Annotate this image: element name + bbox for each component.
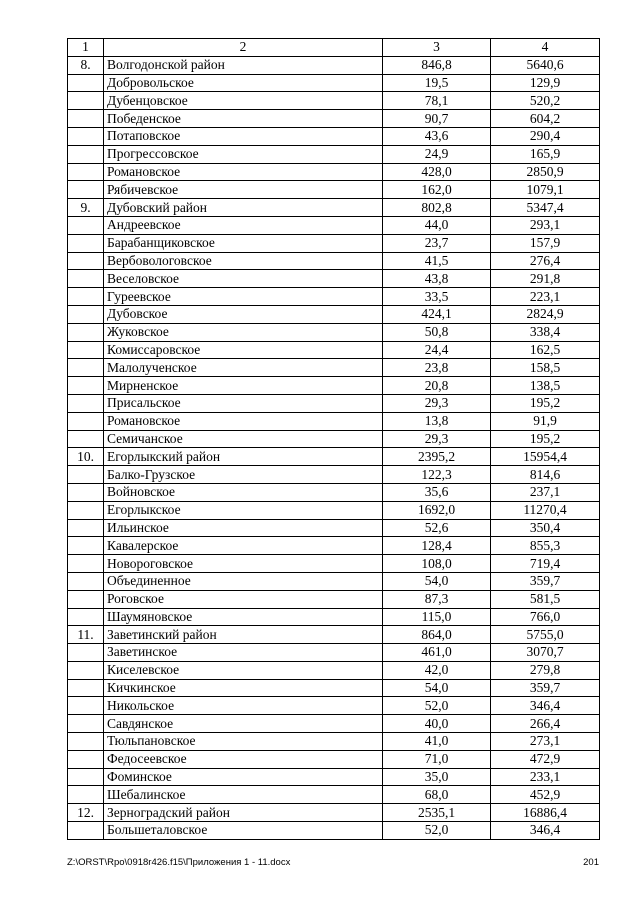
row-value-4: 520,2	[491, 92, 600, 110]
row-name: Жуковское	[104, 323, 383, 341]
row-value-3: 90,7	[383, 110, 491, 128]
row-value-3: 122,3	[383, 466, 491, 484]
row-name: Фоминское	[104, 768, 383, 786]
row-number: 9.	[68, 199, 104, 217]
row-value-4: 223,1	[491, 288, 600, 306]
row-name: Ильинское	[104, 519, 383, 537]
row-value-3: 52,6	[383, 519, 491, 537]
row-name: Комиссаровское	[104, 341, 383, 359]
header-col-2: 2	[104, 39, 383, 57]
row-name: Савдянское	[104, 715, 383, 733]
row-name: Федосеевское	[104, 750, 383, 768]
row-value-4: 138,5	[491, 377, 600, 395]
row-name: Никольское	[104, 697, 383, 715]
row-value-4: 359,7	[491, 679, 600, 697]
row-name: Шебалинское	[104, 786, 383, 804]
row-value-4: 11270,4	[491, 501, 600, 519]
row-value-4: 290,4	[491, 127, 600, 145]
table-row	[68, 341, 600, 359]
table-row	[68, 501, 600, 519]
header-col-3: 3	[383, 39, 491, 57]
row-number	[68, 270, 104, 288]
row-value-3: 846,8	[383, 56, 491, 74]
row-value-4: 195,2	[491, 430, 600, 448]
row-value-4: 452,9	[491, 786, 600, 804]
row-value-3: 1692,0	[383, 501, 491, 519]
header-row	[68, 39, 600, 57]
row-name: Киселевское	[104, 661, 383, 679]
row-name: Потаповское	[104, 127, 383, 145]
table-row	[68, 750, 600, 768]
table-row	[68, 430, 600, 448]
row-number	[68, 733, 104, 751]
row-value-4: 293,1	[491, 216, 600, 234]
table-row	[68, 537, 600, 555]
row-number	[68, 288, 104, 306]
header-col-1: 1	[68, 39, 104, 57]
row-value-3: 41,5	[383, 252, 491, 270]
row-number	[68, 110, 104, 128]
row-value-3: 44,0	[383, 216, 491, 234]
row-number	[68, 608, 104, 626]
row-value-3: 78,1	[383, 92, 491, 110]
row-number	[68, 519, 104, 537]
row-value-3: 23,8	[383, 359, 491, 377]
table-row	[68, 377, 600, 395]
row-number	[68, 74, 104, 92]
table-row	[68, 74, 600, 92]
document-path: Z:\ORST\Rpo\0918r426.f15\Приложения 1 - 11.docx	[67, 857, 291, 868]
row-number	[68, 234, 104, 252]
row-number	[68, 181, 104, 199]
row-number	[68, 715, 104, 733]
row-name: Барабанщиковское	[104, 234, 383, 252]
row-number	[68, 750, 104, 768]
row-number	[68, 92, 104, 110]
row-value-4: 2824,9	[491, 305, 600, 323]
row-value-3: 35,6	[383, 483, 491, 501]
row-value-3: 428,0	[383, 163, 491, 181]
table-row	[68, 288, 600, 306]
table-row	[68, 679, 600, 697]
table-row	[68, 56, 600, 74]
row-name: Гуреевское	[104, 288, 383, 306]
row-value-3: 2535,1	[383, 804, 491, 822]
row-value-3: 43,6	[383, 127, 491, 145]
row-name: Семичанское	[104, 430, 383, 448]
row-number	[68, 697, 104, 715]
row-value-3: 35,0	[383, 768, 491, 786]
row-number	[68, 430, 104, 448]
table-row	[68, 127, 600, 145]
row-value-3: 54,0	[383, 679, 491, 697]
row-value-3: 52,0	[383, 697, 491, 715]
row-value-3: 115,0	[383, 608, 491, 626]
table-row	[68, 483, 600, 501]
row-value-3: 424,1	[383, 305, 491, 323]
row-value-3: 13,8	[383, 412, 491, 430]
row-value-3: 20,8	[383, 377, 491, 395]
row-value-4: 15954,4	[491, 448, 600, 466]
row-value-4: 158,5	[491, 359, 600, 377]
row-value-4: 346,4	[491, 822, 600, 840]
row-name: Войновское	[104, 483, 383, 501]
row-value-3: 29,3	[383, 394, 491, 412]
row-value-3: 54,0	[383, 572, 491, 590]
row-number	[68, 501, 104, 519]
row-name: Добровольское	[104, 74, 383, 92]
table-row	[68, 555, 600, 573]
row-value-3: 40,0	[383, 715, 491, 733]
row-name: Рябичевское	[104, 181, 383, 199]
row-number	[68, 572, 104, 590]
row-value-3: 43,8	[383, 270, 491, 288]
row-value-4: 276,4	[491, 252, 600, 270]
row-number	[68, 679, 104, 697]
table-row	[68, 804, 600, 822]
row-value-4: 350,4	[491, 519, 600, 537]
table-row	[68, 323, 600, 341]
row-value-4: 719,4	[491, 555, 600, 573]
table-body	[68, 39, 600, 840]
row-value-3: 108,0	[383, 555, 491, 573]
table-row	[68, 572, 600, 590]
row-value-4: 273,1	[491, 733, 600, 751]
table-row	[68, 590, 600, 608]
row-number	[68, 590, 104, 608]
row-number	[68, 145, 104, 163]
table-row	[68, 697, 600, 715]
row-value-4: 5347,4	[491, 199, 600, 217]
table-row	[68, 216, 600, 234]
row-value-4: 814,6	[491, 466, 600, 484]
row-value-4: 279,8	[491, 661, 600, 679]
row-number	[68, 341, 104, 359]
row-name: Дубовский район	[104, 199, 383, 217]
row-number	[68, 216, 104, 234]
row-name: Романовское	[104, 412, 383, 430]
row-number	[68, 323, 104, 341]
row-name: Романовское	[104, 163, 383, 181]
row-name: Кавалерское	[104, 537, 383, 555]
table-row	[68, 110, 600, 128]
table-row	[68, 252, 600, 270]
row-number	[68, 412, 104, 430]
row-value-3: 162,0	[383, 181, 491, 199]
row-value-4: 157,9	[491, 234, 600, 252]
table-row	[68, 412, 600, 430]
row-number	[68, 661, 104, 679]
row-number: 10.	[68, 448, 104, 466]
row-value-4: 237,1	[491, 483, 600, 501]
row-value-3: 128,4	[383, 537, 491, 555]
row-value-3: 50,8	[383, 323, 491, 341]
header-col-4: 4	[491, 39, 600, 57]
row-value-3: 2395,2	[383, 448, 491, 466]
row-name: Зерноградский район	[104, 804, 383, 822]
table-row	[68, 644, 600, 662]
row-name: Волгодонской район	[104, 56, 383, 74]
row-name: Заветинское	[104, 644, 383, 662]
table-row	[68, 305, 600, 323]
table-row	[68, 822, 600, 840]
row-value-3: 41,0	[383, 733, 491, 751]
row-value-4: 266,4	[491, 715, 600, 733]
row-value-3: 71,0	[383, 750, 491, 768]
row-value-3: 19,5	[383, 74, 491, 92]
row-name: Егорлыкское	[104, 501, 383, 519]
row-value-3: 24,9	[383, 145, 491, 163]
row-number	[68, 394, 104, 412]
row-value-4: 195,2	[491, 394, 600, 412]
table-row	[68, 145, 600, 163]
table-row	[68, 234, 600, 252]
row-name: Малолученское	[104, 359, 383, 377]
row-value-4: 338,4	[491, 323, 600, 341]
row-value-4: 1079,1	[491, 181, 600, 199]
table-row	[68, 394, 600, 412]
row-value-4: 129,9	[491, 74, 600, 92]
row-name: Дубенцовское	[104, 92, 383, 110]
row-name: Дубовское	[104, 305, 383, 323]
row-value-3: 42,0	[383, 661, 491, 679]
row-value-4: 16886,4	[491, 804, 600, 822]
row-value-4: 855,3	[491, 537, 600, 555]
table-row	[68, 608, 600, 626]
row-value-3: 68,0	[383, 786, 491, 804]
row-value-4: 359,7	[491, 572, 600, 590]
row-name: Прогрессовское	[104, 145, 383, 163]
row-value-4: 346,4	[491, 697, 600, 715]
row-number	[68, 163, 104, 181]
row-value-4: 5755,0	[491, 626, 600, 644]
table-row	[68, 163, 600, 181]
table-row	[68, 733, 600, 751]
row-value-3: 52,0	[383, 822, 491, 840]
row-value-4: 91,9	[491, 412, 600, 430]
table-row	[68, 768, 600, 786]
table-row	[68, 270, 600, 288]
row-number	[68, 822, 104, 840]
row-value-4: 766,0	[491, 608, 600, 626]
row-name: Победенское	[104, 110, 383, 128]
table-row	[68, 359, 600, 377]
row-value-3: 23,7	[383, 234, 491, 252]
row-number	[68, 377, 104, 395]
row-name: Андреевское	[104, 216, 383, 234]
row-name: Веселовское	[104, 270, 383, 288]
row-number	[68, 537, 104, 555]
row-name: Роговское	[104, 590, 383, 608]
data-table	[67, 38, 600, 840]
row-number: 8.	[68, 56, 104, 74]
row-name: Тюльпановское	[104, 733, 383, 751]
row-name: Мирненское	[104, 377, 383, 395]
row-number	[68, 483, 104, 501]
table-row	[68, 661, 600, 679]
row-number	[68, 127, 104, 145]
row-number	[68, 359, 104, 377]
row-name: Егорлыкский район	[104, 448, 383, 466]
row-number	[68, 786, 104, 804]
row-name: Новороговское	[104, 555, 383, 573]
row-number	[68, 252, 104, 270]
row-value-4: 162,5	[491, 341, 600, 359]
row-name: Объединенное	[104, 572, 383, 590]
row-value-3: 29,3	[383, 430, 491, 448]
row-number	[68, 305, 104, 323]
page-number: 201	[583, 857, 599, 868]
table-row	[68, 715, 600, 733]
row-value-4: 604,2	[491, 110, 600, 128]
row-value-3: 33,5	[383, 288, 491, 306]
row-name: Кичкинское	[104, 679, 383, 697]
table-row	[68, 786, 600, 804]
table-row	[68, 199, 600, 217]
row-number: 11.	[68, 626, 104, 644]
row-number	[68, 555, 104, 573]
row-number	[68, 644, 104, 662]
table-row	[68, 466, 600, 484]
row-number	[68, 768, 104, 786]
row-name: Шаумяновское	[104, 608, 383, 626]
row-value-4: 3070,7	[491, 644, 600, 662]
row-value-4: 5640,6	[491, 56, 600, 74]
row-name: Присальское	[104, 394, 383, 412]
row-value-3: 864,0	[383, 626, 491, 644]
table-row	[68, 92, 600, 110]
row-number	[68, 466, 104, 484]
row-name: Заветинский район	[104, 626, 383, 644]
table-row	[68, 448, 600, 466]
row-value-4: 581,5	[491, 590, 600, 608]
table-row	[68, 519, 600, 537]
row-value-4: 472,9	[491, 750, 600, 768]
row-name: Балко-Грузское	[104, 466, 383, 484]
row-name: Вербовологовское	[104, 252, 383, 270]
table-row	[68, 626, 600, 644]
row-value-3: 461,0	[383, 644, 491, 662]
row-value-4: 2850,9	[491, 163, 600, 181]
row-value-4: 165,9	[491, 145, 600, 163]
row-name: Большеталовское	[104, 822, 383, 840]
row-value-3: 24,4	[383, 341, 491, 359]
row-value-3: 87,3	[383, 590, 491, 608]
row-value-4: 291,8	[491, 270, 600, 288]
row-number: 12.	[68, 804, 104, 822]
row-value-4: 233,1	[491, 768, 600, 786]
table-row	[68, 181, 600, 199]
row-value-3: 802,8	[383, 199, 491, 217]
